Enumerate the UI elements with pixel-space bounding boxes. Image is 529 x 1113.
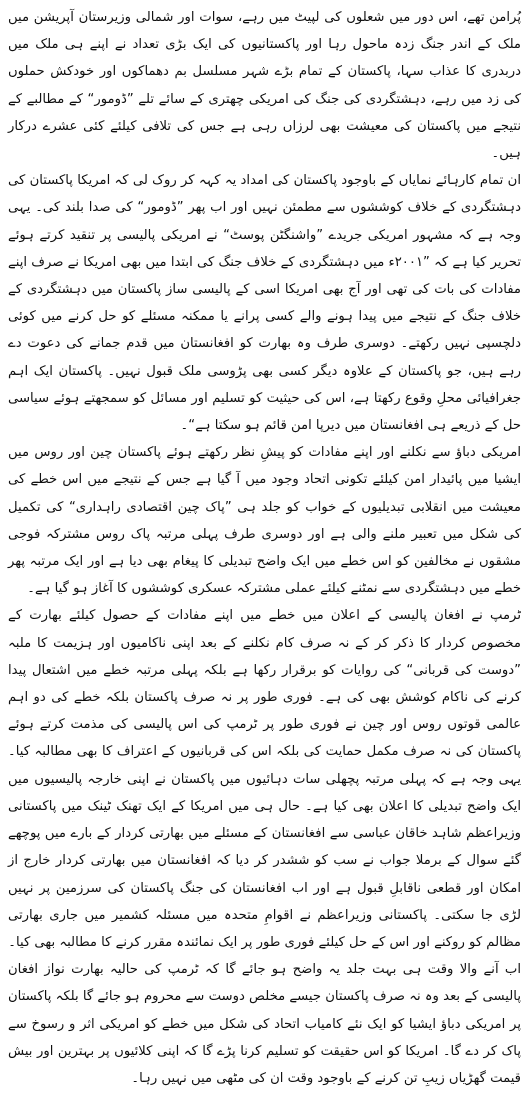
article-paragraph-4: ٹرمپ نے افغان پالیسی کے اعلان میں خطے میں اپنے مفادات کے حصول کیلئے بھارت کے مخصوص کردار کا ذکر کر کے نہ صرف کام نکلنے کے بعد اپنی ناکامیوں اور ہزیمت کا ملبہ ”دوست کی قربانی“ کی روایات کو برقرار رکھا ہے بلکہ پہلی مرتبہ خطے میں اشتعال پیدا کرنے کی ناکام کوشش بھی کی ہے۔ فوری طور پر نہ صرف پاکستان بلکہ خطے کی دو اہم عالمی قوتوں روس اور چین نے فوری طور پر ٹرمپ کی اس پالیسی کی مذمت کرتے ہوئے پاکستان کی نہ صرف مکمل حمایت کی بلکہ اس کی قربانیوں کے اعتراف کا بھی مطالبہ کیا۔ یہی وجہ ہے کہ پہلی مرتبہ پچھلی سات دہائیوں میں پاکستان نے اپنی خارجہ پالیسیوں میں ایک واضح تبدیلی کا اعلان بھی کیا ہے۔ حال ہی میں امریکا کے ایک تھنک ٹینک میں پاکستانی وزیراعظم شاہد خاقان عباسی سے افغانستان کے مسئلے میں بھارتی کردار کے بارے میں پوچھے گئے سوال کے برملا جواب نے سب کو ششدر کر دیا کہ افغانستان میں بھارتی کردار خارج از امکان اور قطعی ناقابلِ قبول ہے اور اب افغانستان کی جنگ پاکستان کی سرزمین پر نہیں لڑی جا سکتی۔ پاکستانی وزیراعظم نے اقوامِ متحدہ میں مسئلہ کشمیر میں جاری بھارتی مظالم کو روکنے اور اس کے حل کیلئے فوری طور پر ایک نمائندہ مقرر کرنے کا مطالبہ بھی کیا۔ (8, 608, 521, 950)
article-paragraph-3: امریکی دباؤ سے نکلنے اور اپنے مفادات کو پیشِ نظر رکھتے ہوئے پاکستان چین اور روس میں ایشیا میں پائیدار امن کیلئے تکونی اتحاد وجود میں آ گیا ہے جس کے نتیجے میں اس خطے کی معیشت میں انقلابی تبدیلیوں کے خواب کو جلد ہی ”پاک چین اقتصادی راہداری“ کی تکمیل کی شکل میں تعبیر ملنے والی ہے اور دوسری طرف پہلی مرتبہ پاک روس مشترکہ فوجی مشقوں نے مخالفین کو اس خطے میں ایک واضح تبدیلی کا پیغام بھی دیا ہے اور ایک مرتبہ پھر خطے میں دہشتگردی سے نمٹنے کیلئے عملی مشترکہ عسکری کوششوں کا آغاز ہو گیا ہے۔ (8, 445, 521, 597)
article-paragraph-2: ان تمام کارہائے نمایاں کے باوجود پاکستان کی امداد یہ کہہ کر روک لی کہ امریکا پاکستان کی دہشتگردی کے خلاف کوششوں سے مطمئن نہیں اور اب پھر ”ڈومور“ کی صدا بلند کی۔ یہی وجہ ہے کہ مشہور امریکی جریدے ”واشنگٹن پوسٹ“ نے امریکی پالیسی پر تنقید کرتے ہوئے تحریر کیا ہے کہ ”۲۰۰۱ء میں دہشتگردی کے خلاف جنگ کی ابتدا میں بھی امریکا نے صرف اپنے مفادات کی بات کی تھی اور آج بھی امریکا اسی کے پالیسی ساز پاکستان میں دہشتگردی کے خلاف جنگ کے نتیجے میں پیدا ہونے والے کسی پرانے یا ممکنہ مسئلے کو حل کرنے میں کوئی دلچسپی نہیں رکھتے۔ دوسری طرف وہ بھارت کو افغانستان میں قدم جمانے کی دعوت دے رہے ہیں، جو پاکستان کے علاوہ دیگر کسی بھی پڑوسی ملک قبول نہیں۔ پاکستان ایک اہم جغرافیائی محلِ وقوع رکھتا ہے، اس کی حیثیت کو تسلیم اور مسائل کو سمجھتے ہوئے سیاسی حل کے ذریعے ہی افغانستان میں دیرپا امن قائم ہو سکتا ہے“۔ (8, 173, 521, 434)
article-paragraph-5: اب آنے والا وقت ہی بہت جلد یہ واضح ہو جائے گا کہ ٹرمپ کی حالیہ بھارت نواز افغان پالیسی کے بعد وہ نہ صرف پاکستان جیسے مخلص دوست سے محروم ہو جائے گا بلکہ پاکستان پر امریکی دباؤ ایشیا کو ایک نئے کامیاب اتحاد کی شکل میں خطے کو امریکی اثر و رسوخ سے پاک کر دے گا۔ امریکا کو اس حقیقت کو تسلیم کرنا پڑے گا کہ اپنی کلائیوں پر بہترین اور بیش قیمت گھڑیاں زیبِ تن کرنے کے باوجود وقت ان کی مٹھی میں نہیں رہا۔ (8, 962, 521, 1086)
article-paragraph-1: پُرامن تھے، اس دور میں شعلوں کی لپیٹ میں رہے، سوات اور شمالی وزیرستان آپریشن میں ملک کے اندر جنگ زدہ ماحول رہا اور پاکستانیوں کی ایک بڑی تعداد نے اپنے ہی ملک میں دربدری کا عذاب سہا، پاکستان کے تمام بڑے شہر مسلسل بم دھماکوں اور خودکش حملوں کی زد میں رہے، دہشتگردی کی جنگ کی امریکی چھتری کے سائے تلے ”ڈومور“ کے مطالبے کے نتیجے میں پاکستان کی معیشت بھی لرزاں رہی ہے جس کی تلافی کیلئے کئی عشرے درکار ہیں۔ (8, 10, 521, 162)
